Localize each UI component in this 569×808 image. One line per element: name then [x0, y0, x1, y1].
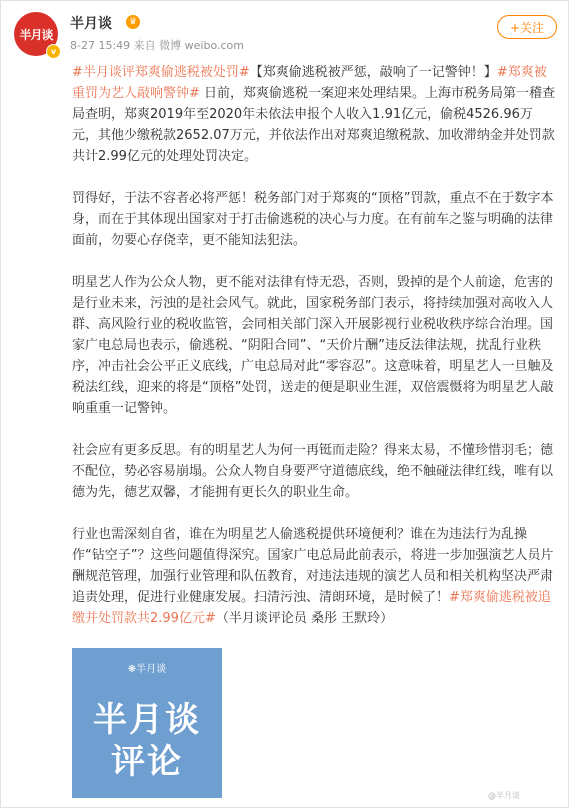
crown-icon: ♛ — [126, 15, 140, 29]
user-name[interactable]: 半月谈 — [70, 16, 112, 32]
watermark: @半月谈 — [488, 791, 520, 800]
topic-tag-link[interactable]: #半月谈评郑爽偷逃税被处罚# — [72, 65, 250, 80]
paragraph-text: 行业也需深刻自省，谁在为明星艺人偷逃税提供环境便利？谁在为违法行为乱操作“钻空子”？这些问题值得深究。国家广电总局此前表示，将进一步加强演艺人员片酬规范管理，加强行业管理和队伍教育，对违法违规的演艺人员和相关机构坚决严肃追责处理，促进行业健康发展。扫清污浊、清朗环境，是时候了！ — [72, 527, 554, 605]
card-title-line2: 评论 — [111, 742, 183, 782]
topic-tag-link[interactable]: #郑爽被重罚为艺人敲响警钟# — [72, 65, 547, 101]
post-content — [72, 62, 558, 650]
verified-badge-icon: v — [46, 44, 61, 59]
post-image[interactable] — [72, 648, 222, 798]
paragraph-5 — [72, 524, 558, 629]
post-meta: 8-27 15:49 来自 微博 weibo.com — [70, 39, 244, 52]
paragraph-4: 社会应有更多反思。有的明星艺人为何一再铤而走险？得来太易，不懂珍惜羽毛；德不配位，势必容易崩塌。公众人物自身要严守道德底线，绝不触碰法律红线，唯有以德为先，德艺双馨，才能拥有更长久的职业生命。 — [72, 443, 554, 500]
card-brand: ❋半月谈 — [127, 664, 167, 675]
topic-tag-link[interactable]: #郑爽偷逃税被追缴并处罚款共2.99亿元# — [72, 590, 551, 626]
post-header — [14, 12, 554, 56]
post-headline: 【郑爽偷逃税被严惩，敲响了一记警钟！】 — [249, 65, 497, 80]
paragraph-2: 罚得好，于法不容者必将严惩！税务部门对于郑爽的“顶格”罚款，重点不在于数字本身，而在于其体现出国家对于打击偷逃税的决心与力度。在有前车之鉴与明确的法律面前，勿要心存侥幸，更不能知法犯法。 — [72, 191, 554, 248]
paragraph-3: 明星艺人作为公众人物，更不能对法律有恃无恐，否则，毁掉的是个人前途，危害的是行业未来，污浊的是社会风气。就此，国家税务部门表示，将持续加强对高收入人群、高风险行业的税收监管，会同相关部门深入开展影视行业税收秩序综合治理。国家广电总局也表示，偷逃税、“阴阳合同”、“天价片酬”违反法律法规，扰乱行业秩序，冲击社会公平正义底线，广电总局对此“零容忍”。这意味着，明星艺人一旦触及税法红线，迎来的将是“顶格”处罚，送走的便是职业生涯，双倍震慑将为明星艺人敲响重重一记警钟。 — [72, 275, 554, 416]
paragraph-1 — [72, 62, 558, 167]
follow-button[interactable]: +关注 — [497, 15, 557, 39]
paragraph-text: 日前，郑爽偷逃税一案迎来处理结果。上海市税务局第一稽查局查明，郑爽2019年至2020年未依法申报个人收入1.91亿元，偷税4526.96万元，其他少缴税款2652.07万元，并依法作出对郑爽追缴税款、加收滞纳金并处罚款共计2.99亿元的处理处罚决定。 — [72, 86, 556, 164]
author-credit: （半月谈评论员 桑彤 王默玲） — [215, 611, 394, 626]
card-title-line1: 半月谈 — [93, 700, 201, 740]
avatar-text: 半月谈 — [19, 27, 53, 42]
